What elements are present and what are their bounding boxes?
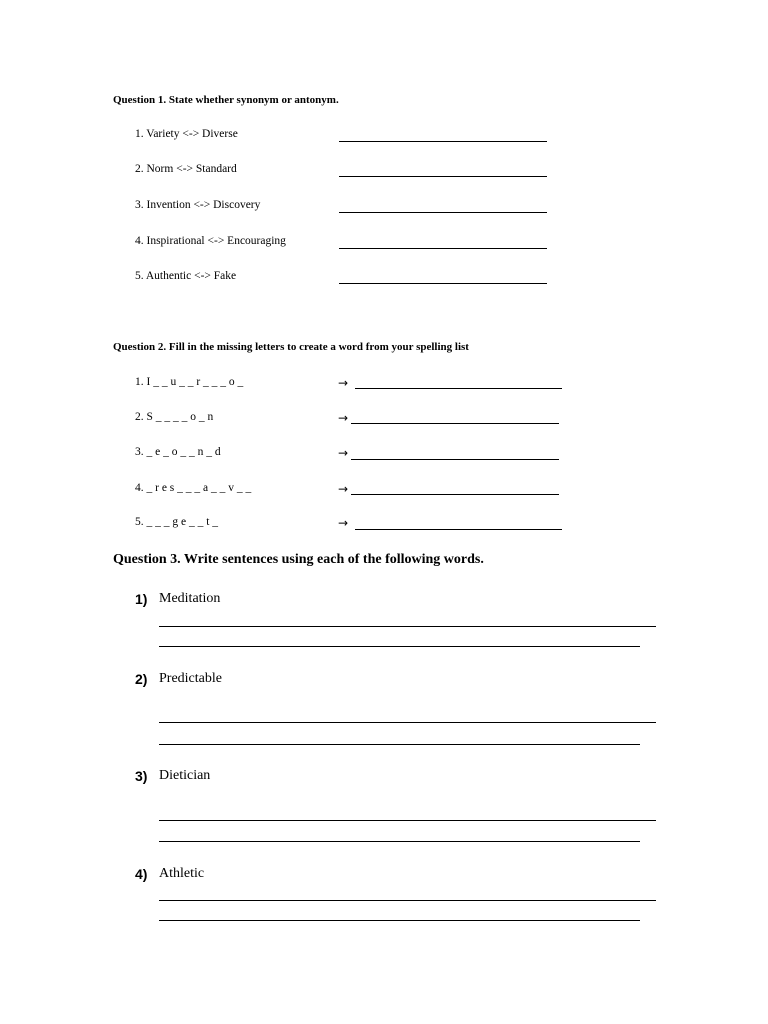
q1-answer-line-5[interactable] (339, 283, 547, 284)
q1-answer-line-2[interactable] (339, 176, 547, 177)
q1-item-4: 4. Inspirational <-> Encouraging (135, 235, 286, 247)
question2-title: Question 2. Fill in the missing letters to create a word from your spelling list (113, 341, 469, 353)
q2-item-4: 4. _ r e s _ _ _ a _ _ v _ _ (135, 482, 252, 494)
q3-item-number: 2) (135, 671, 148, 687)
q3-item-word: Dietician (159, 768, 211, 783)
q3-answer-line[interactable] (159, 841, 640, 842)
arrow-icon: → (338, 376, 349, 390)
q3-answer-line[interactable] (159, 744, 640, 745)
q3-item-word: Predictable (159, 671, 222, 686)
q3-item-number: 1) (135, 591, 148, 607)
q3-answer-line[interactable] (159, 722, 656, 723)
q2-answer-line-1[interactable] (355, 388, 562, 389)
q2-answer-line-4[interactable] (351, 494, 559, 495)
q3-answer-line[interactable] (159, 820, 656, 821)
q3-item-word: Athletic (159, 866, 205, 881)
question1-title: Question 1. State whether synonym or antonym. (113, 94, 339, 106)
q2-answer-line-5[interactable] (355, 529, 562, 530)
q2-item-3: 3. _ e _ o _ _ n _ d (135, 446, 221, 458)
q3-answer-line[interactable] (159, 900, 656, 901)
q1-item-2: 2. Norm <-> Standard (135, 163, 237, 175)
q1-item-5: 5. Authentic <-> Fake (135, 270, 237, 282)
arrow-icon: → (338, 516, 349, 530)
q2-item-2: 2. S _ _ _ _ o _ n (135, 411, 214, 423)
q3-answer-line[interactable] (159, 626, 656, 627)
q1-answer-line-1[interactable] (339, 141, 547, 142)
question3-title: Question 3. Write sentences using each of the following words. (113, 552, 484, 567)
arrow-icon: → (338, 411, 349, 425)
q2-answer-line-2[interactable] (351, 423, 559, 424)
q3-answer-line[interactable] (159, 646, 640, 647)
q2-item-1: 1. I _ _ u _ _ r _ _ _ o _ (135, 376, 244, 388)
q3-answer-line[interactable] (159, 920, 640, 921)
q1-item-3: 3. Invention <-> Discovery (135, 199, 261, 211)
q1-item-1: 1. Variety <-> Diverse (135, 128, 238, 140)
q3-item-number: 3) (135, 768, 148, 784)
q2-answer-line-3[interactable] (351, 459, 559, 460)
q2-item-5: 5. _ _ _ g e _ _ t _ (135, 516, 219, 528)
arrow-icon: → (338, 446, 349, 460)
q1-answer-line-3[interactable] (339, 212, 547, 213)
q3-item-word: Meditation (159, 591, 221, 606)
arrow-icon: → (338, 482, 349, 496)
q3-item-number: 4) (135, 866, 148, 882)
q1-answer-line-4[interactable] (339, 248, 547, 249)
